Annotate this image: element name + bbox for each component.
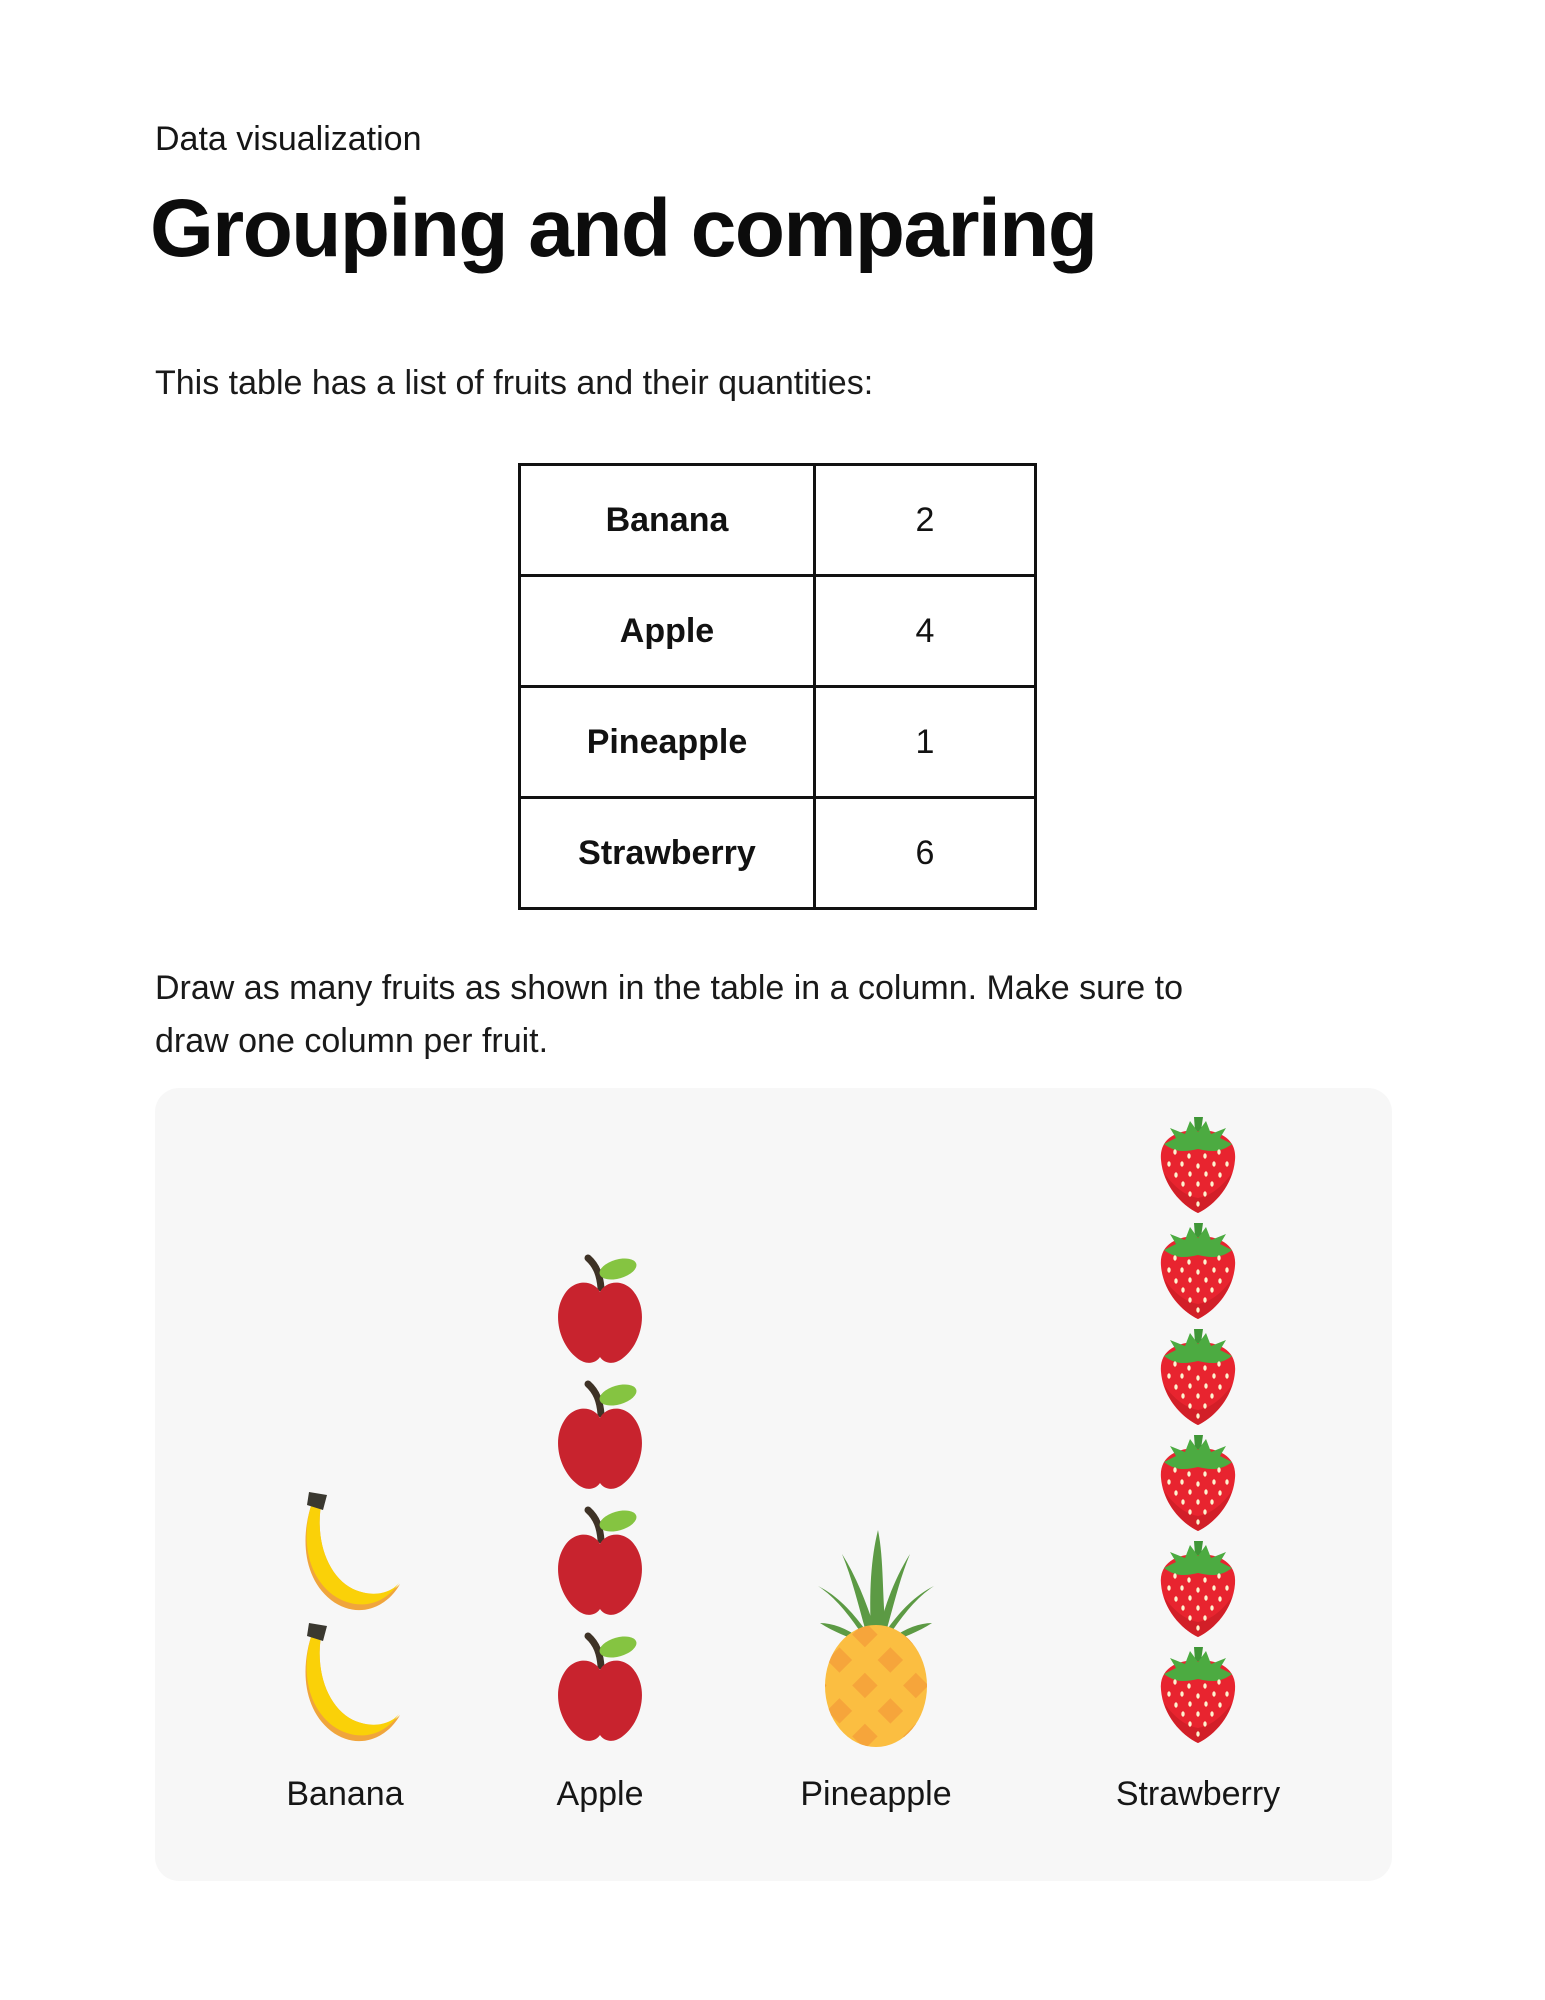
instructions-line: draw one column per fruit.	[155, 1021, 549, 1060]
strawberry-stack	[1155, 1116, 1241, 1748]
instructions-line: Draw as many fruits as shown in the table in a column. Make sure to	[155, 969, 1184, 1007]
fruit-name-cell: Pineapple	[520, 687, 815, 798]
pineapple-stack	[814, 1520, 938, 1748]
pictograph-column-banana	[235, 1492, 455, 1815]
table-row	[520, 465, 1036, 576]
fruit-name-cell: Strawberry	[520, 798, 815, 909]
apple-icon	[551, 1504, 649, 1622]
fruit-name-cell: Apple	[520, 576, 815, 687]
pictograph-column-pineapple	[766, 1520, 986, 1815]
table-row	[520, 576, 1036, 687]
column-label: Banana	[286, 1775, 404, 1814]
apple-icon	[551, 1378, 649, 1496]
strawberry-icon	[1155, 1328, 1241, 1430]
intro-text: This table has a list of fruits and their quantities:	[155, 364, 874, 402]
eyebrow-label: Data visualization	[155, 120, 422, 158]
banana-stack	[287, 1492, 404, 1748]
banana-icon	[287, 1623, 404, 1748]
strawberry-icon	[1155, 1540, 1241, 1642]
pineapple-icon	[814, 1520, 938, 1748]
fruit-qty-cell: 6	[815, 798, 1036, 909]
strawberry-icon	[1155, 1116, 1241, 1218]
table-row	[520, 687, 1036, 798]
pictograph-panel	[155, 1088, 1392, 1881]
page-title: Grouping and comparing	[150, 183, 1097, 274]
apple-icon	[551, 1630, 649, 1748]
fruit-quantity-table	[518, 463, 1037, 910]
apple-stack	[551, 1252, 649, 1748]
column-label: Apple	[556, 1775, 644, 1814]
column-label: Pineapple	[800, 1775, 952, 1814]
fruit-qty-cell: 2	[815, 465, 1036, 576]
strawberry-icon	[1155, 1434, 1241, 1536]
instructions-text	[155, 962, 1355, 1067]
strawberry-icon	[1155, 1646, 1241, 1748]
banana-icon	[287, 1492, 404, 1617]
pictograph-column-apple	[490, 1252, 710, 1815]
fruit-name-cell: Banana	[520, 465, 815, 576]
apple-icon	[551, 1252, 649, 1370]
table-row	[520, 798, 1036, 909]
pictograph-column-strawberry	[1088, 1116, 1308, 1815]
strawberry-icon	[1155, 1222, 1241, 1324]
fruit-qty-cell: 1	[815, 687, 1036, 798]
fruit-qty-cell: 4	[815, 576, 1036, 687]
column-label: Strawberry	[1115, 1775, 1281, 1814]
